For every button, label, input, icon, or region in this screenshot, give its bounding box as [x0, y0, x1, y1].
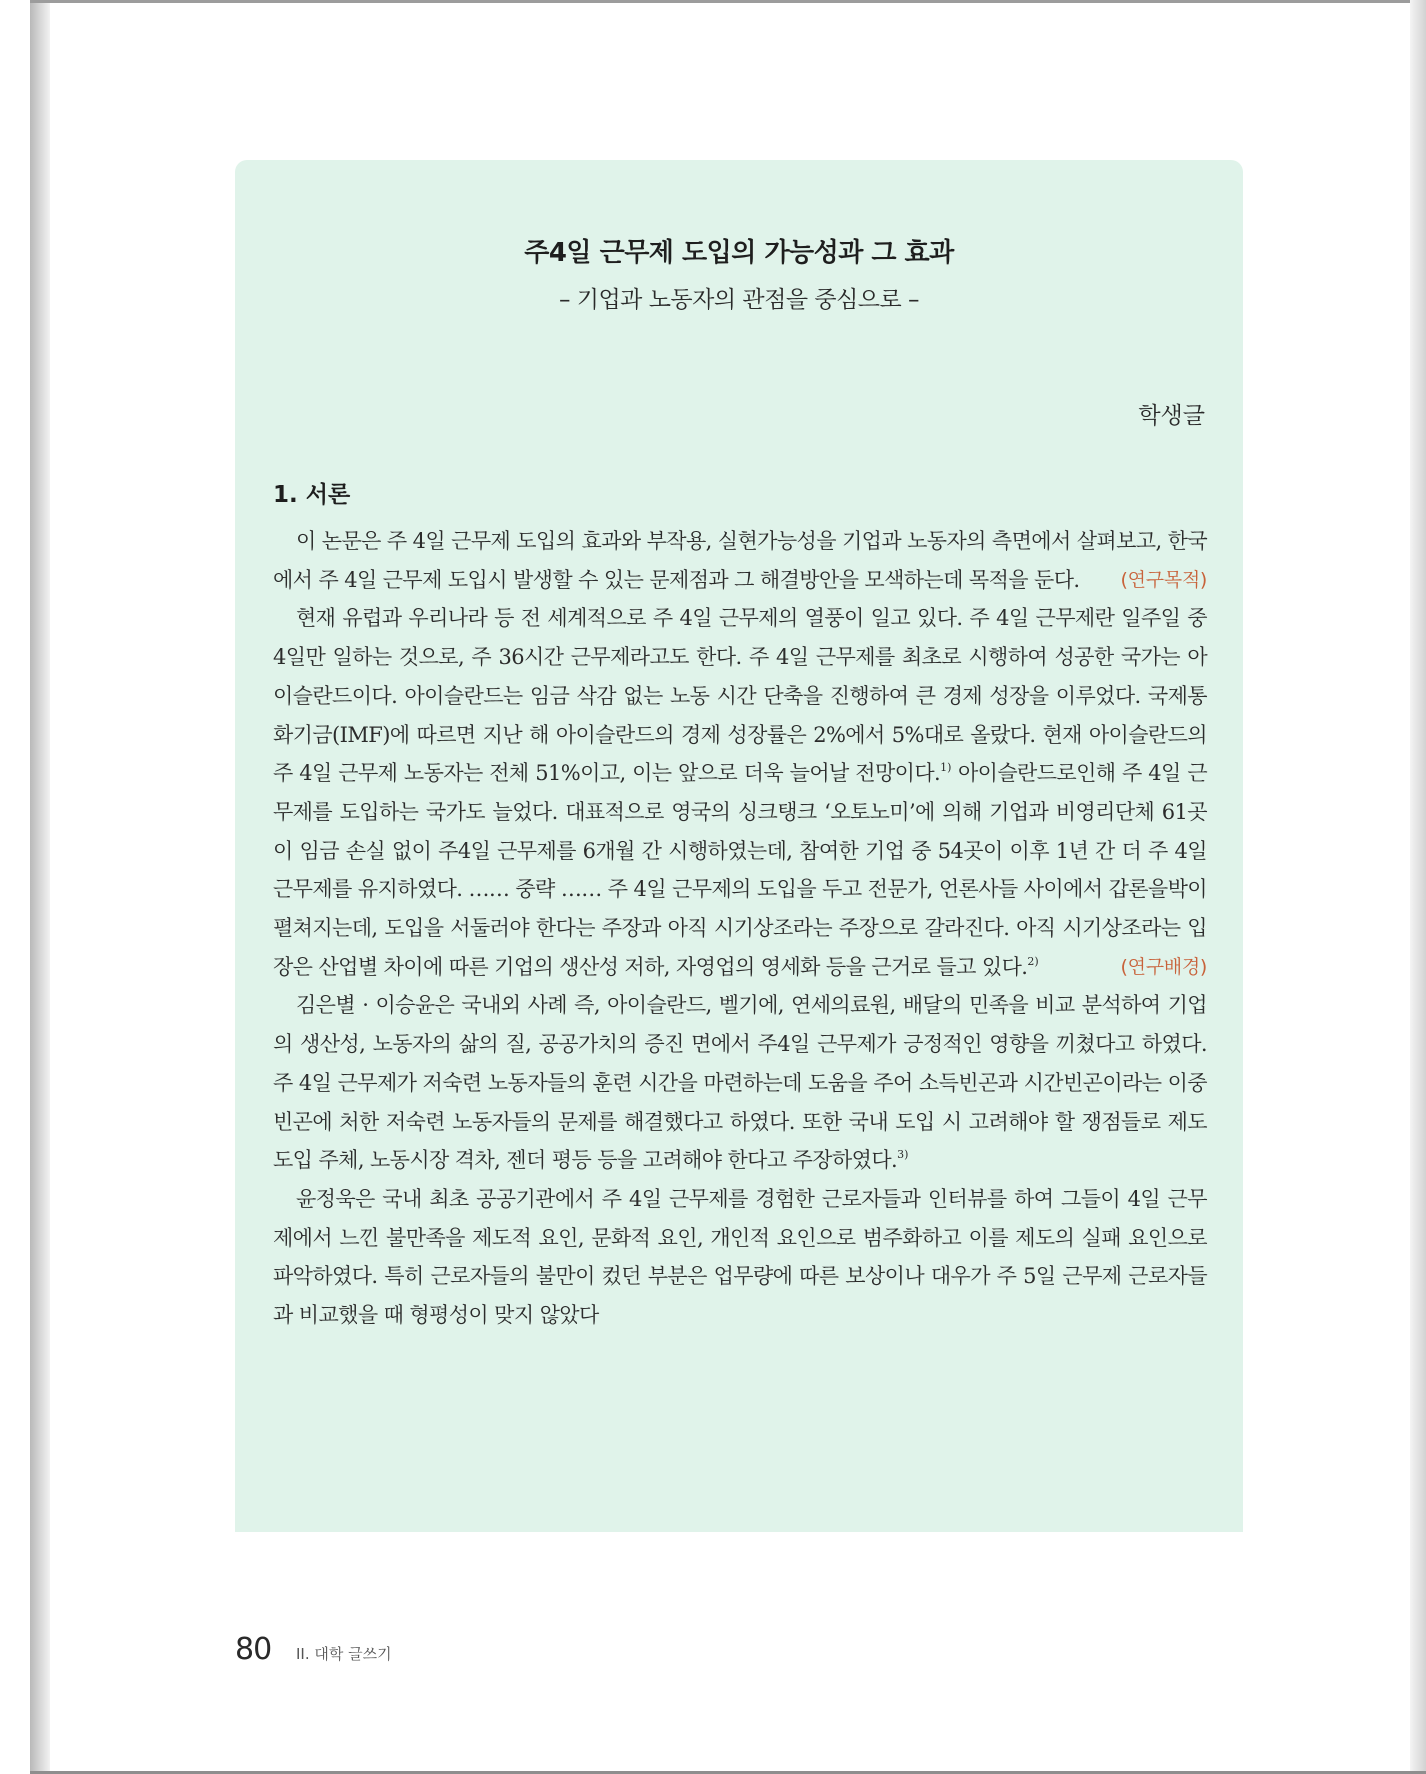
paragraph-4 — [273, 1180, 1207, 1335]
book-page-edge-left — [30, 0, 51, 1774]
paragraph-2 — [273, 599, 1207, 986]
student-essay-panel — [235, 160, 1243, 1532]
essay-author-label: 학생글 — [1138, 403, 1205, 429]
essay-subtitle: – 기업과 노동자의 관점을 중심으로 – — [558, 287, 920, 313]
paragraph-text: 윤정욱은 국내 최초 공공기관에서 주 4일 근무제를 경험한 근로자들과 인터뷰를 하여 그들이 4일 근무제에서 느낀 불만족을 제도적 요인, 문화적 요인, 개인적 요인으로 범주화하고 이를 제도의 실패 요인으로 파악하였다. 특히 근로자들의 불만이 컸던 부분은 업무량에 따른 보상이나 대우가 주 5일 근무제 근로자들과 비교했을 때 형평성이 맞지 않았다 — [273, 1186, 1207, 1328]
running-footer-chapter: II. 대학 글쓰기 — [296, 1645, 392, 1663]
research-background-tag: (연구배경) — [1120, 955, 1207, 978]
paragraph-text: 현재 유럽과 우리나라 등 전 세계적으로 주 4일 근무제의 열풍이 일고 있다. 주 4일 근무제란 일주일 중 4일만 일하는 것으로, 주 36시간 근무제라고도 한다. 주 4일 근무제를 최초로 시행하여 성공한 국가는 아이슬란드이다. 아이슬란드는 임금 삭감 없는 노동 시간 단축을 진행하여 큰 경제 성장을 이루었다. 국제통화기금(IMF)에 따르면 지난 해 아이슬란드의 경제 성장률은 2%에서 5%대로 올랐다. 현재 아이슬란드의 주 4일 근무제 노동자는 전체 51%이고, 이는 앞으로 더욱 늘어날 전망이다. — [273, 606, 1207, 786]
research-purpose-tag: (연구목적) — [1120, 568, 1207, 591]
paragraph-3 — [273, 986, 1207, 1180]
paragraph-text: 김은별 · 이승윤은 국내외 사례 즉, 아이슬란드, 벨기에, 연세의료원, 배달의 민족을 비교 분석하여 기업의 생산성, 노동자의 삶의 질, 공공가치의 증진 면에서 주4일 근무제가 긍정적인 영향을 끼쳤다고 하였다. 주 4일 근무제가 저숙련 노동자들의 훈련 시간을 마련하는데 도움을 주어 소득빈곤과 시간빈곤이라는 이중빈곤에 처한 저숙련 노동자들의 문제를 해결했다고 하였다. 또한 국내 도입 시 고려해야 할 쟁점들로 제도 도입 주체, 노동시장 격차, 젠더 평등 등을 고려해야 한다고 주장하였다. — [273, 993, 1207, 1173]
essay-title: 주4일 근무제 도입의 가능성과 그 효과 — [524, 238, 954, 268]
paragraph-1 — [273, 522, 1207, 599]
page-number: 80 — [235, 1632, 272, 1667]
book-page-edge-right — [1410, 0, 1426, 1774]
essay-body — [273, 522, 1207, 1335]
paragraph-text: 아이슬란드로인해 주 4일 근무제를 도입하는 국가도 늘었다. 대표적으로 영국의 싱크탱크 ‘오토노미’에 의해 기업과 비영리단체 61곳이 임금 손실 없이 주4일 근무제를 6개월 간 시행하였는데, 참여한 기업 중 54곳이 이후 1년 간 더 주 4일 근무제를 유지하였다. …… 중략 …… 주 4일 근무제의 도입을 두고 전문가, 언론사들 사이에서 갑론을박이 펼쳐지는데, 도입을 서둘러야 한다는 주장과 아직 시기상조라는 주장으로 갈라진다. 아직 시기상조라는 입장은 산업별 차이에 따른 기업의 생산성 저하, 자영업의 영세화 등을 근거로 들고 있다. — [273, 761, 1208, 979]
footnote-marker: 2) — [1027, 954, 1039, 968]
paragraph-text: 이 논문은 주 4일 근무제 도입의 효과와 부작용, 실현가능성을 기업과 노동자의 측면에서 살펴보고, 한국에서 주 4일 근무제 도입시 발생할 수 있는 문제점과 그 해결방안을 모색하는데 목적을 둔다. — [273, 529, 1208, 592]
section-heading: 1. 서론 — [273, 482, 351, 508]
footnote-marker: 3) — [897, 1148, 909, 1162]
footnote-marker: 1) — [940, 761, 952, 775]
